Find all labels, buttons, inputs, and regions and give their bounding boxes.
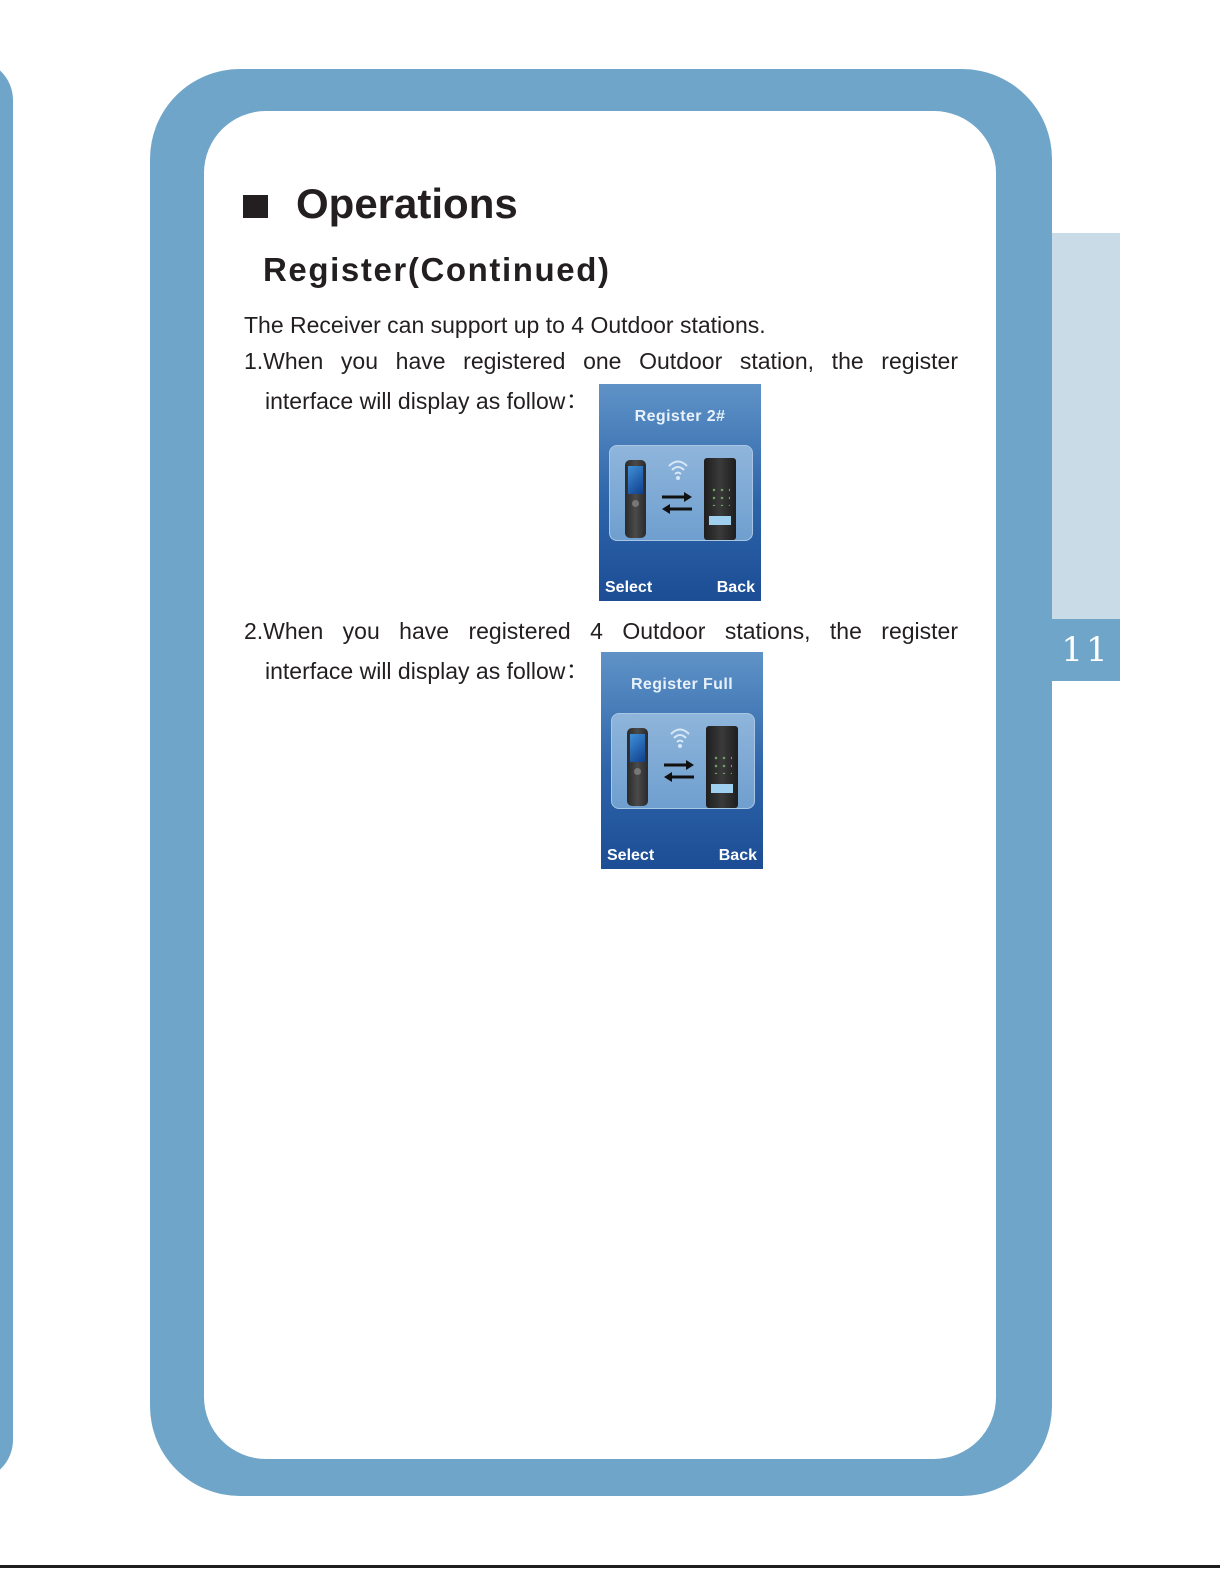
intro-text: The Receiver can support up to 4 Outdoor stations.: [244, 312, 766, 338]
back-softkey[interactable]: Back: [716, 579, 755, 596]
wifi-icon: [669, 724, 691, 750]
section-title: Operations: [296, 180, 518, 227]
select-softkey[interactable]: Select: [605, 579, 653, 596]
outdoor-keypad: [712, 754, 732, 774]
screen-title: Register Full: [630, 676, 734, 693]
select-softkey[interactable]: Select: [607, 847, 655, 864]
page-number: 11: [1052, 619, 1120, 681]
register-screen-1: [599, 384, 761, 601]
bullet-square-icon: [243, 195, 268, 218]
screen-illustration: [611, 713, 755, 809]
outdoor-keypad: [710, 486, 730, 506]
outdoor-nameplate: [711, 784, 733, 793]
exchange-arrows-icon: [660, 490, 694, 516]
left-page-edge: [0, 60, 13, 1480]
handset-button: [634, 768, 641, 775]
handset-button: [632, 500, 639, 507]
item2-colon: ：: [565, 655, 592, 685]
handset-icon: [625, 460, 646, 538]
handset-icon: [627, 728, 648, 806]
item2-line2: [265, 657, 591, 683]
bottom-rule: [0, 1565, 1220, 1568]
side-tab: [1052, 233, 1120, 619]
subsection-title: Register(Continued): [263, 251, 611, 288]
handset-display: [628, 466, 643, 494]
outdoor-station-icon: [706, 726, 738, 808]
wifi-icon: [667, 456, 689, 482]
item1-line2: [265, 387, 591, 413]
outdoor-station-icon: [704, 458, 736, 540]
outdoor-nameplate: [709, 516, 731, 525]
item1-colon: ：: [565, 385, 592, 415]
item2-line1: 2.When you have registered 4 Outdoor stations, the register: [244, 618, 958, 644]
item2-line2-text: interface will display as follow: [265, 658, 566, 684]
screen-title: Register 2#: [634, 408, 726, 425]
exchange-arrows-icon: [662, 758, 696, 784]
handset-display: [630, 734, 645, 762]
screen-illustration: [609, 445, 753, 541]
item1-line1: 1.When you have registered one Outdoor station, the register: [244, 348, 958, 374]
register-screen-2: [601, 652, 763, 869]
item1-line2-text: interface will display as follow: [265, 388, 566, 414]
back-softkey[interactable]: Back: [718, 847, 757, 864]
